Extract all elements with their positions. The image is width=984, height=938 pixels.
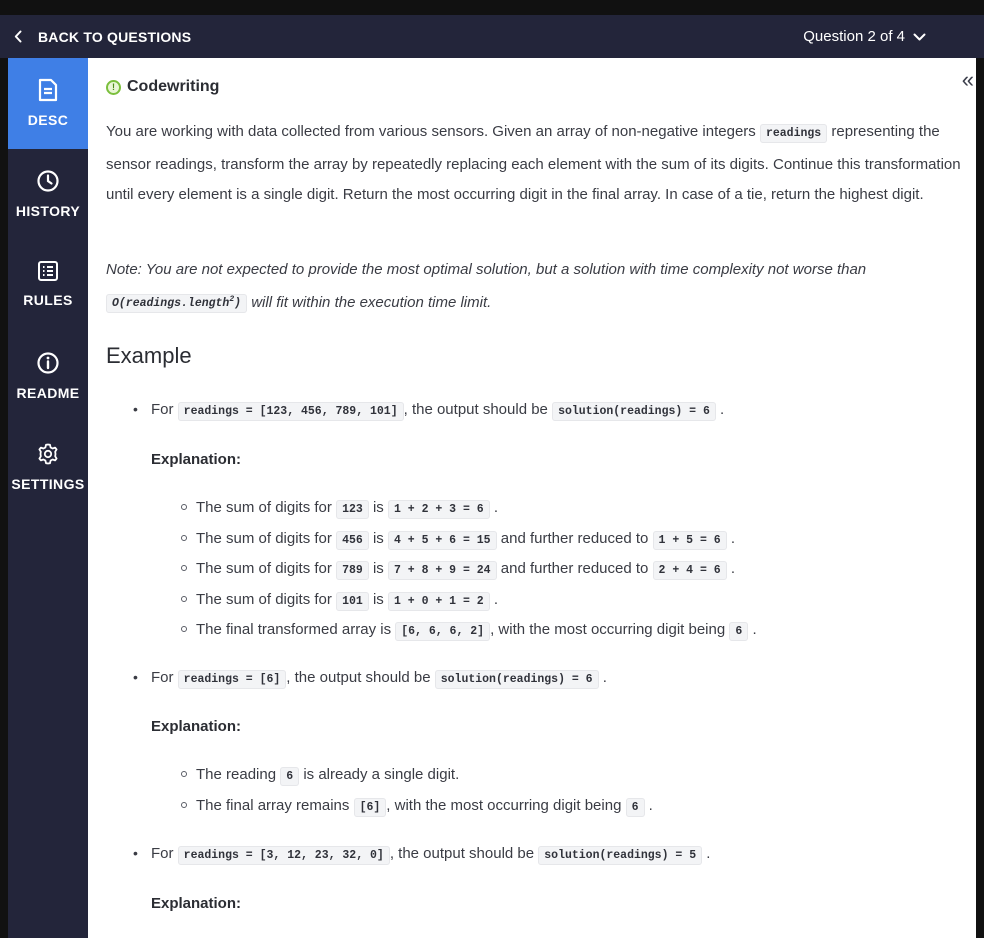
explanation-line [181,621,757,638]
inline-code: 6 [729,622,748,641]
sidebar-item-label: RULES [23,292,73,308]
output-text: , the output should be [286,669,431,686]
explanation-line [181,499,498,516]
line-text: The sum of digits for [196,499,332,516]
for-word: For [151,669,174,686]
line-text: , with the most occurring digit being [386,797,622,814]
example-item: • For readings = [6] , the output should be solution(readings) = 6 . [133,669,607,686]
input-code: readings = [3, 12, 23, 32, 0] [178,846,390,865]
sidebar-item-label: README [16,385,80,401]
explanation-line [181,591,498,608]
for-word: For [151,401,174,418]
inline-code: 6 [280,767,299,786]
explanation-label: Explanation: [151,718,242,735]
line-text: and further reduced to [500,530,649,547]
inline-code: 123 [336,500,369,519]
explanation-line [181,560,735,577]
codewriting-type-icon: ! [106,80,121,95]
inline-code: 2 + 4 = 6 [653,561,727,580]
list-icon [37,260,59,282]
explanation-line [181,797,653,814]
line-text: . [730,530,736,547]
top-bar [0,15,984,58]
line-text: The sum of digits for [196,530,332,547]
task-type-label: Codewriting [127,78,220,95]
for-word: For [151,845,174,862]
sidebar-item-history[interactable] [8,149,88,240]
line-text: The sum of digits for [196,591,332,608]
task-description-panel [88,58,976,938]
explanation-label: Explanation: [151,451,242,468]
question-selector-label: Question 2 of 4 [803,28,905,45]
description-text: representing the sensor readings, transform the array by repeatedly replacing each element with the sum of its digits. Continue this transformation until every element is a single digit. Return the most occurring digit in the final array. In case of a tie, return the highest digit. [106,123,961,203]
inline-code: [6, 6, 6, 2] [395,622,490,641]
double-chevron-left-icon: « [961,67,974,92]
question-selector[interactable] [803,28,926,45]
info-icon [36,351,60,375]
sidebar-item-settings[interactable] [8,422,88,513]
note-tail: will fit within the execution time limit. [251,293,492,311]
line-text: The final array remains [196,797,350,814]
sidebar-item-rules[interactable] [8,240,88,331]
explanation-label: Explanation: [151,895,242,912]
complexity-code-end: ) [234,297,242,311]
complexity-code [106,294,247,313]
line-text: . [752,621,757,638]
line-text: . [730,560,736,577]
chevron-down-icon [913,33,926,41]
clock-icon [36,169,60,193]
complexity-code-sup: 2 [229,295,235,305]
inline-code: 4 + 5 + 6 = 15 [388,531,497,550]
chevron-left-icon [14,30,22,43]
document-icon [37,78,59,102]
collapse-panel-button[interactable] [962,67,974,93]
sidebar-item-label: DESC [27,112,69,128]
line-text: , with the most occurring digit being [490,621,726,638]
input-code: readings = [6] [178,670,287,689]
output-code: solution(readings) = 6 [552,402,716,421]
task-description [106,117,966,211]
inline-code: 1 + 5 = 6 [653,531,727,550]
task-type-header [106,78,219,96]
line-text: . [493,499,499,516]
back-to-questions-button[interactable] [14,29,191,45]
line-text: . [648,797,653,814]
line-text: is [372,499,384,516]
example-item: • For readings = [3, 12, 23, 32, 0] , the output should be solution(readings) = 5 . [133,845,710,862]
complexity-note [106,255,966,320]
line-text: The final transformed array is [196,621,392,638]
inline-code: 789 [336,561,369,580]
explanation-line [181,766,459,783]
inline-code: 456 [336,531,369,550]
explanation-line [181,530,735,547]
line-text: and further reduced to [500,560,649,577]
line-text: is [372,591,384,608]
sidebar-item-label: HISTORY [15,203,81,219]
input-code: readings = [123, 456, 789, 101] [178,402,404,421]
example-heading: Example [106,343,192,368]
gear-icon [36,442,60,466]
output-code: solution(readings) = 6 [435,670,599,689]
inline-code: 7 + 8 + 9 = 24 [388,561,497,580]
example-item: • For readings = [123, 456, 789, 101] , the output should be solution(readings) = 6 . [133,401,724,418]
inline-code: [6] [354,798,387,817]
back-to-questions-label: BACK TO QUESTIONS [38,28,192,45]
description-text: You are working with data collected from various sensors. Given an array of non-negative integers [106,123,756,140]
line-text: is [372,530,384,547]
inline-code: 101 [336,592,369,611]
output-text: , the output should be [389,845,535,862]
complexity-code-main: O(readings.length [112,297,230,311]
line-text: The sum of digits for [196,560,332,577]
sidebar-item-desc[interactable] [8,58,88,149]
sidebar-item-readme[interactable] [8,331,88,422]
sidebar [8,58,88,938]
line-text: The reading [196,766,277,783]
inline-code: readings [760,124,827,143]
line-text: is already a single digit. [303,766,460,783]
inline-code: 6 [626,798,645,817]
sidebar-item-label: SETTINGS [11,476,85,492]
inline-code: 1 + 2 + 3 = 6 [388,500,490,519]
inline-code: 1 + 0 + 1 = 2 [388,592,490,611]
output-code: solution(readings) = 5 [538,846,702,865]
line-text: . [493,591,499,608]
note-text: Note: You are not expected to provide the most optimal solution, but a solution with time complexity not worse than [106,261,867,278]
output-text: , the output should be [403,401,548,418]
line-text: is [372,560,384,577]
